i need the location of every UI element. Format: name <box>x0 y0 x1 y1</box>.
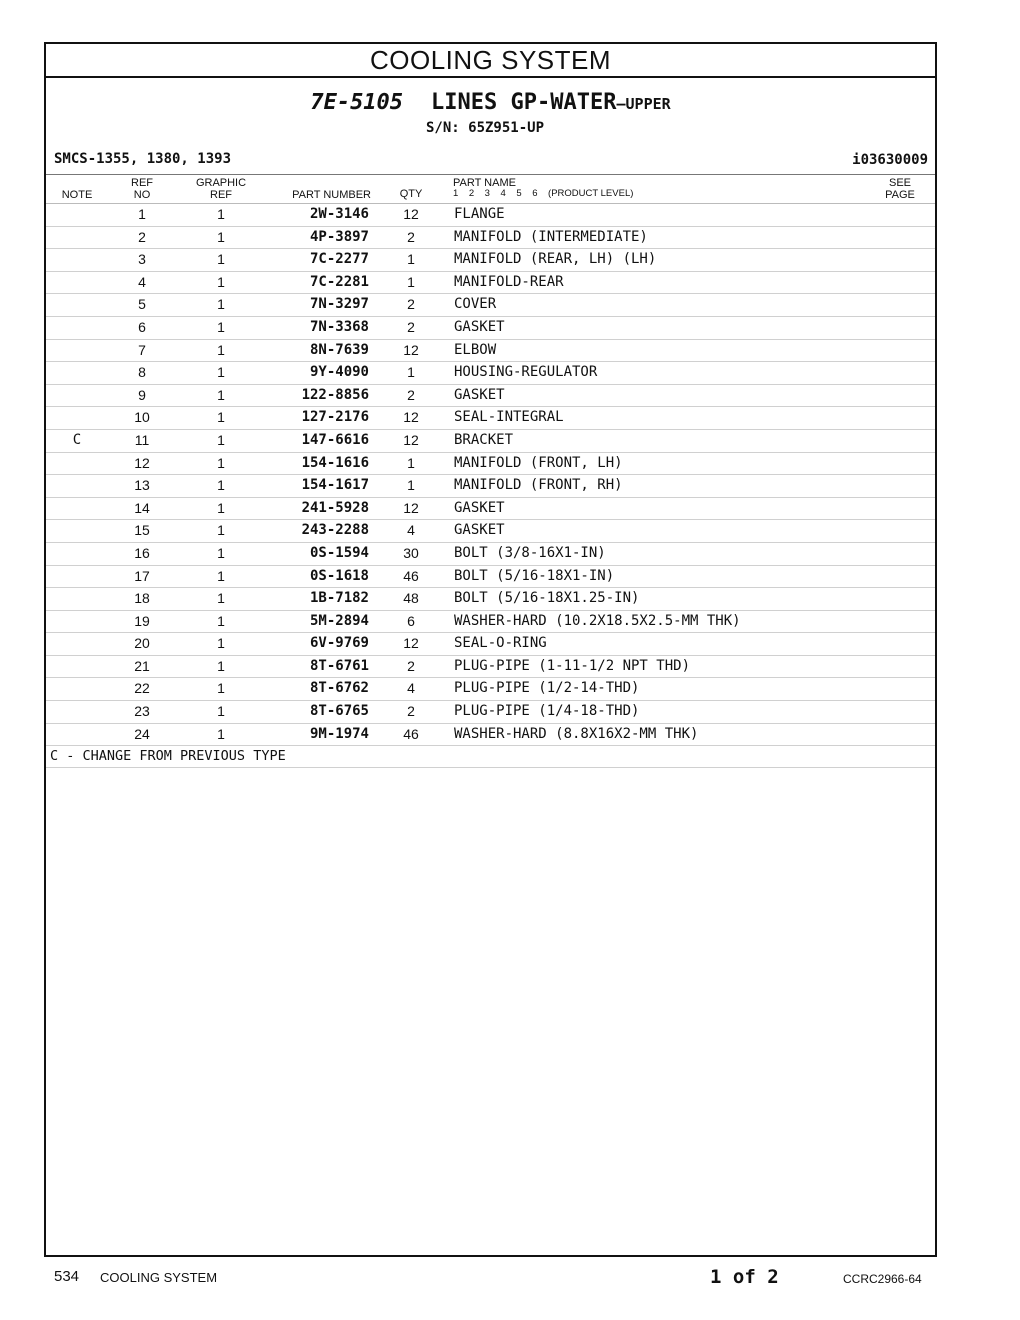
row-qty: 1 <box>407 273 415 290</box>
table-row <box>46 294 935 317</box>
row-ref-no: 23 <box>134 703 150 720</box>
row-part-number: 241-5928 <box>301 499 369 516</box>
row-ref-no: 24 <box>134 725 150 742</box>
row-qty: 1 <box>407 477 415 494</box>
part-name-subtitle: —UPPER <box>616 95 671 113</box>
row-graphic-ref: 1 <box>217 454 225 471</box>
footnote: C - CHANGE FROM PREVIOUS TYPE <box>46 746 935 768</box>
row-graphic-ref: 1 <box>217 341 225 358</box>
smcs-codes: SMCS-1355, 1380, 1393 <box>54 151 232 167</box>
row-part-number: 8T-6765 <box>309 703 369 720</box>
row-ref-no: 20 <box>134 635 150 652</box>
row-part-number: 7C-2281 <box>309 273 369 290</box>
table-row <box>46 678 935 701</box>
row-qty: 46 <box>403 725 419 742</box>
row-graphic-ref: 1 <box>217 590 225 607</box>
row-ref-no: 21 <box>134 657 150 674</box>
table-row <box>46 340 935 363</box>
row-graphic-ref: 1 <box>217 364 225 381</box>
row-part-name: COVER <box>454 296 497 313</box>
row-qty: 6 <box>407 612 415 629</box>
row-ref-no: 12 <box>134 454 150 471</box>
part-name-title: LINES GP-WATER <box>431 90 617 115</box>
row-part-number: 9Y-4090 <box>309 364 369 381</box>
row-qty: 1 <box>407 251 415 268</box>
serial-number: S/N: 65Z951-UP <box>426 120 545 136</box>
row-part-name: SEAL-O-RING <box>454 635 547 652</box>
row-part-name: MANIFOLD (FRONT, RH) <box>454 477 623 494</box>
row-part-name: WASHER-HARD (10.2X18.5X2.5-MM THK) <box>454 612 741 629</box>
row-part-number: 8N-7639 <box>309 341 369 358</box>
table-row <box>46 543 935 566</box>
col-graphic-top: GRAPHIC <box>195 177 247 189</box>
row-part-number: 5M-2894 <box>309 612 369 629</box>
row-ref-no: 14 <box>134 499 150 516</box>
row-qty: 12 <box>403 409 419 426</box>
row-graphic-ref: 1 <box>217 635 225 652</box>
table-row <box>46 407 935 430</box>
parts-table-body <box>46 204 935 746</box>
col-graphic-bottom: REF <box>210 189 232 201</box>
row-part-name: PLUG-PIPE (1/4-18-THD) <box>454 703 640 720</box>
row-qty: 2 <box>407 703 415 720</box>
row-ref-no: 8 <box>138 364 146 381</box>
part-number-title: 7E-5105 <box>310 90 404 115</box>
row-ref-no: 2 <box>138 228 146 245</box>
row-qty: 46 <box>403 567 419 584</box>
row-part-name: BRACKET <box>454 431 514 448</box>
col-ref-top: REF <box>131 177 153 189</box>
row-graphic-ref: 1 <box>217 386 225 403</box>
row-part-number: 8T-6761 <box>309 657 369 674</box>
table-row <box>46 317 935 340</box>
illustration-id: i03630009 <box>852 152 928 168</box>
doc-code: CCRC2966-64 <box>843 1272 922 1286</box>
row-qty: 12 <box>403 341 419 358</box>
row-part-number: 147-6616 <box>301 431 369 448</box>
row-part-name: SEAL-INTEGRAL <box>454 409 564 426</box>
table-row <box>46 724 935 747</box>
row-part-name: PLUG-PIPE (1-11-1/2 NPT THD) <box>454 657 691 674</box>
row-part-name: BOLT (5/16-18X1-IN) <box>454 567 615 584</box>
row-graphic-ref: 1 <box>217 318 225 335</box>
row-part-name: PLUG-PIPE (1/2-14-THD) <box>454 680 640 697</box>
row-ref-no: 15 <box>134 522 150 539</box>
row-part-name: GASKET <box>454 522 505 539</box>
table-row <box>46 588 935 611</box>
row-ref-no: 9 <box>138 386 146 403</box>
row-part-number: 6V-9769 <box>309 635 369 652</box>
col-see-bottom: PAGE <box>885 189 915 201</box>
row-part-name: HOUSING-REGULATOR <box>454 364 598 381</box>
row-graphic-ref: 1 <box>217 431 225 448</box>
section-title: COOLING SYSTEM <box>46 44 935 78</box>
row-part-number: 7N-3368 <box>309 318 369 335</box>
row-qty: 30 <box>403 544 419 561</box>
table-row <box>46 453 935 476</box>
row-part-name: MANIFOLD (INTERMEDIATE) <box>454 228 648 245</box>
row-part-name: FLANGE <box>454 206 505 222</box>
row-graphic-ref: 1 <box>217 612 225 629</box>
row-part-name: ELBOW <box>454 341 497 358</box>
col-part-number: PART NUMBER <box>292 189 371 201</box>
row-ref-no: 19 <box>134 612 150 629</box>
row-qty: 2 <box>407 657 415 674</box>
row-graphic-ref: 1 <box>217 725 225 742</box>
col-ref-bottom: NO <box>133 189 151 201</box>
row-ref-no: 5 <box>138 296 146 313</box>
row-part-name: GASKET <box>454 318 505 335</box>
row-qty: 2 <box>407 386 415 403</box>
row-part-name: BOLT (3/8-16X1-IN) <box>454 544 606 561</box>
table-row <box>46 611 935 634</box>
row-part-number: 8T-6762 <box>309 680 369 697</box>
row-graphic-ref: 1 <box>217 499 225 516</box>
row-graphic-ref: 1 <box>217 206 225 222</box>
page-footer <box>0 1266 1020 1292</box>
row-ref-no: 22 <box>134 680 150 697</box>
row-qty: 12 <box>403 206 419 222</box>
table-row <box>46 204 935 227</box>
row-part-name: GASKET <box>454 386 505 403</box>
row-graphic-ref: 1 <box>217 657 225 674</box>
row-ref-no: 10 <box>134 409 150 426</box>
col-part-name: PART NAME <box>453 177 516 189</box>
row-qty: 48 <box>403 590 419 607</box>
row-ref-no: 7 <box>138 341 146 358</box>
table-row <box>46 249 935 272</box>
table-row <box>46 701 935 724</box>
row-qty: 4 <box>407 522 415 539</box>
row-part-number: 4P-3897 <box>309 228 369 245</box>
row-ref-no: 3 <box>138 251 146 268</box>
table-row <box>46 272 935 295</box>
row-graphic-ref: 1 <box>217 522 225 539</box>
row-part-number: 7N-3297 <box>309 296 369 313</box>
table-row <box>46 362 935 385</box>
page-of: 1 of 2 <box>710 1266 779 1288</box>
row-graphic-ref: 1 <box>217 273 225 290</box>
row-qty: 4 <box>407 680 415 697</box>
table-header <box>46 174 935 204</box>
col-see-top: SEE <box>888 177 911 189</box>
row-graphic-ref: 1 <box>217 567 225 584</box>
row-part-name: BOLT (5/16-18X1.25-IN) <box>454 590 640 607</box>
table-row <box>46 475 935 498</box>
row-part-number: 1B-7182 <box>309 590 369 607</box>
row-note: C <box>72 431 82 448</box>
table-row <box>46 227 935 250</box>
row-part-number: 243-2288 <box>301 522 369 539</box>
table-row <box>46 656 935 679</box>
row-part-number: 0S-1594 <box>309 544 369 561</box>
table-row <box>46 385 935 408</box>
row-qty: 12 <box>403 499 419 516</box>
table-row <box>46 520 935 543</box>
row-part-name: GASKET <box>454 499 505 516</box>
footer-section: COOLING SYSTEM <box>100 1270 218 1285</box>
row-ref-no: 6 <box>138 318 146 335</box>
row-part-number: 9M-1974 <box>309 725 369 742</box>
table-row <box>46 498 935 521</box>
row-part-name: MANIFOLD (REAR, LH) (LH) <box>454 251 657 268</box>
table-row <box>46 430 935 453</box>
row-part-number: 7C-2277 <box>309 251 369 268</box>
table-row <box>46 566 935 589</box>
row-graphic-ref: 1 <box>217 477 225 494</box>
row-part-number: 154-1616 <box>301 454 369 471</box>
row-qty: 1 <box>407 364 415 381</box>
part-header <box>46 78 935 174</box>
row-graphic-ref: 1 <box>217 703 225 720</box>
row-ref-no: 4 <box>138 273 146 290</box>
row-ref-no: 18 <box>134 590 150 607</box>
row-part-number: 0S-1618 <box>309 567 369 584</box>
row-part-name: WASHER-HARD (8.8X16X2-MM THK) <box>454 725 699 742</box>
row-qty: 12 <box>403 635 419 652</box>
col-note: NOTE <box>61 189 93 201</box>
col-product-level: 1 2 3 4 5 6 (PRODUCT LEVEL) <box>453 188 634 199</box>
row-ref-no: 1 <box>138 206 146 222</box>
row-part-number: 154-1617 <box>301 477 369 494</box>
part-title-line <box>46 90 935 115</box>
row-qty: 2 <box>407 296 415 313</box>
row-qty: 2 <box>407 318 415 335</box>
row-part-number: 122-8856 <box>301 386 369 403</box>
row-ref-no: 13 <box>134 477 150 494</box>
table-row <box>46 633 935 656</box>
row-qty: 2 <box>407 228 415 245</box>
row-part-number: 2W-3146 <box>309 206 369 222</box>
page-number: 534 <box>54 1268 80 1285</box>
row-ref-no: 11 <box>134 431 150 448</box>
row-graphic-ref: 1 <box>217 409 225 426</box>
row-graphic-ref: 1 <box>217 251 225 268</box>
row-graphic-ref: 1 <box>217 296 225 313</box>
row-ref-no: 17 <box>134 567 150 584</box>
row-qty: 1 <box>407 454 415 471</box>
row-part-name: MANIFOLD (FRONT, LH) <box>454 454 623 471</box>
row-qty: 12 <box>403 431 419 448</box>
row-part-name: MANIFOLD-REAR <box>454 273 564 290</box>
parts-page-frame <box>44 42 937 1257</box>
row-part-number: 127-2176 <box>301 409 369 426</box>
row-graphic-ref: 1 <box>217 228 225 245</box>
row-graphic-ref: 1 <box>217 680 225 697</box>
row-graphic-ref: 1 <box>217 544 225 561</box>
col-qty: QTY <box>399 188 423 200</box>
row-ref-no: 16 <box>134 544 150 561</box>
